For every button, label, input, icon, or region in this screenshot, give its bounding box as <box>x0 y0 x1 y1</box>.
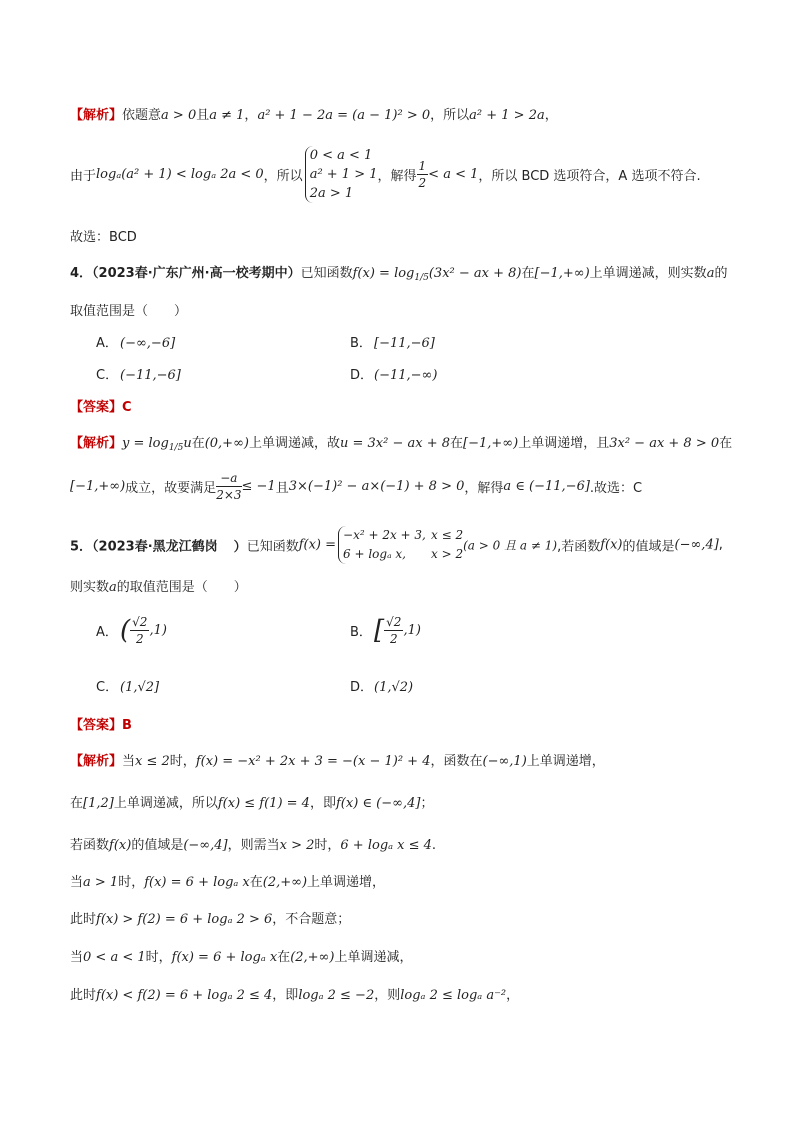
math: (−∞,4] <box>183 838 228 853</box>
text: 成立，故要满足 <box>125 481 217 496</box>
text: 上单调递增， <box>526 754 605 769</box>
text: 时， <box>118 875 145 890</box>
math: u <box>183 436 192 451</box>
math: a ∈ (−11,−6] <box>503 479 590 494</box>
text: 时， <box>314 838 341 853</box>
math: f(x) = −x² + 2x + 3 = −(x − 1)² + 4 <box>195 754 431 769</box>
text: 上单调递减， <box>334 950 413 965</box>
text: 故选：BCD <box>70 230 137 245</box>
text: 上单调递增，且 <box>518 436 610 451</box>
math: (a > 0 且 a ≠ 1) <box>463 538 558 553</box>
math: 3×(−1)² − a×(−1) + 8 > 0 <box>288 479 465 494</box>
text: , <box>718 537 723 553</box>
analysis-5-line-3 <box>70 836 436 856</box>
text: ， <box>544 108 558 123</box>
answer-5 <box>70 716 132 736</box>
text: ，不合题意； <box>272 912 351 927</box>
math: a² + 1 − 2a = (a − 1)² > 0 <box>257 108 431 123</box>
option-b: B．[ $\frac{√2}{2}$ ,1) <box>350 615 421 646</box>
text: ，所以 <box>263 169 303 184</box>
text: ，函数在 <box>430 754 483 769</box>
text: 时， <box>169 754 196 769</box>
math: 6 + logₐ x ≤ 4 <box>340 838 432 853</box>
math: (2,+∞) <box>290 950 335 965</box>
text: 若函数 <box>70 838 110 853</box>
math: y = log <box>122 436 169 451</box>
math: f(x) ∈ (−∞,4] <box>335 796 421 811</box>
fraction: $\frac{-a}{2\times 3}$ <box>216 471 242 502</box>
math: (0,+∞) <box>204 436 249 451</box>
case-row: −x² + 2x + 3, x ≤ 2 <box>343 528 464 542</box>
answer-tag: 【答案】 <box>70 400 123 415</box>
text: 上单调递增， <box>307 875 386 890</box>
analysis-tag: 【解析】 <box>70 754 123 769</box>
text: ， <box>506 988 520 1003</box>
math: f(x) = <box>298 537 337 553</box>
option-b: B． [−11,−6] <box>350 336 435 351</box>
text: . <box>431 838 437 853</box>
case-row: 6 + logₐ x, x > 2 <box>343 547 464 561</box>
question-4-line-1 <box>70 264 727 288</box>
text: 在 <box>249 875 263 890</box>
text: 上单调递减，所以 <box>113 796 218 811</box>
analysis-tag: 【解析】 <box>70 108 123 123</box>
math: a > 0 <box>161 108 197 123</box>
question-number: 4． <box>70 266 93 281</box>
question-5-line-2 <box>70 578 247 598</box>
math: [−1,+∞) <box>463 436 519 451</box>
text: 上单调递减，故 <box>248 436 340 451</box>
text: ，即 <box>309 796 336 811</box>
option-d: D．(1,√2) <box>350 680 414 695</box>
option-d: D．(−11,−∞) <box>350 368 438 383</box>
text: ， <box>244 108 258 123</box>
text: ； <box>420 796 434 811</box>
analysis-5-line-1 <box>70 752 605 772</box>
inequality-system <box>305 146 378 203</box>
math: < a < 1 <box>428 167 479 182</box>
piecewise-function <box>338 526 463 564</box>
text: ，解得 <box>464 481 504 496</box>
math: (2,+∞) <box>262 875 308 890</box>
math: f(x) <box>600 537 623 553</box>
text: 在 <box>450 436 464 451</box>
question-4-line-2 <box>70 302 187 322</box>
math: f(x) = 6 + logₐ x <box>171 950 278 965</box>
answer-4 <box>70 398 132 418</box>
text: 的值域是 <box>131 838 184 853</box>
answer-line <box>70 228 137 248</box>
math: logₐ 2 ≤ logₐ a⁻² <box>400 988 507 1003</box>
math: a <box>109 580 117 595</box>
math: logₐ 2 ≤ −2 <box>298 988 375 1003</box>
option-a: A． (−∞,−6] <box>96 336 176 351</box>
text: 此时 <box>70 988 97 1003</box>
question-source: ） <box>233 539 247 555</box>
text: 在 <box>719 436 733 451</box>
text: 且 <box>275 481 289 496</box>
text: ，则需当 <box>227 838 280 853</box>
system-row: 0 < a < 1 <box>309 148 373 163</box>
question-number: 5． <box>70 539 93 555</box>
fraction: $\frac{√2}{2}$ <box>132 615 148 646</box>
math: f(x) > f(2) = 6 + logₐ 2 > 6 <box>96 912 273 927</box>
option-c: C． (1,√2] <box>96 680 160 695</box>
analysis-4-line-1 <box>70 434 732 458</box>
log-base: 1/5 <box>414 273 429 283</box>
text: 当 <box>70 875 84 890</box>
math: x ≤ 2 <box>135 754 170 769</box>
text: 时， <box>145 950 172 965</box>
text: 的取值范围是（ ） <box>116 580 247 595</box>
text: ，所以 <box>430 108 470 123</box>
text: ，所以 BCD 选项符合，A 选项不符合. <box>478 169 701 184</box>
text: 的 <box>714 266 728 281</box>
text: 上单调递减，则实数 <box>589 266 707 281</box>
analysis-tag: 【解析】 <box>70 436 123 451</box>
system-row: a² + 1 > 1 <box>309 167 378 182</box>
math: [−1,+∞) <box>70 479 126 494</box>
text: 在 <box>277 950 291 965</box>
math: (−∞,1) <box>482 754 527 769</box>
text: 由于 <box>70 169 97 184</box>
math: a > 1 <box>83 875 119 890</box>
math: f(x) = 6 + logₐ x <box>144 875 250 890</box>
text: 已知函数 <box>300 266 353 281</box>
text: 的值域是 <box>622 539 675 555</box>
option-c: C． (−11,−6] <box>96 368 181 383</box>
math: f(x) <box>109 838 132 853</box>
text: .故选：C <box>589 481 643 496</box>
math: u = 3x² − ax + 8 <box>340 436 451 451</box>
answer-value: B <box>122 718 132 733</box>
question-source: （2023春·广东广州·高一校考期中） <box>92 266 301 281</box>
math: x > 2 <box>279 838 315 853</box>
math: f(x) = log <box>352 266 415 281</box>
text: 依题意 <box>122 108 162 123</box>
fraction: $\frac{1}{2}$ <box>418 159 427 190</box>
math: 0 < a < 1 <box>83 950 146 965</box>
system-row: 2a > 1 <box>309 186 354 201</box>
analysis-5-line-7 <box>70 986 519 1006</box>
analysis-5-line-2 <box>70 794 433 814</box>
answer-value: C <box>122 400 132 415</box>
math: f(x) ≤ f(1) = 4 <box>217 796 310 811</box>
analysis-5-line-6 <box>70 948 412 968</box>
text: 且 <box>196 108 210 123</box>
analysis-5-line-4 <box>70 873 385 893</box>
text: 取值范围是（ ） <box>70 304 188 319</box>
math: logₐ(a² + 1) < logₐ 2a < 0 <box>96 167 264 182</box>
text: ，解得 <box>377 169 417 184</box>
math: 3x² − ax + 8 > 0 <box>609 436 720 451</box>
analysis-line-2 <box>70 146 701 203</box>
math: [−1,+∞) <box>534 266 590 281</box>
text: ，即 <box>272 988 299 1003</box>
text: ，则 <box>374 988 401 1003</box>
text: 在 <box>70 796 84 811</box>
log-base: 1/5 <box>168 443 184 453</box>
fraction: $\frac{√2}{2}$ <box>386 615 402 646</box>
text: 则实数 <box>70 580 110 595</box>
text: 已知函数 <box>246 539 299 555</box>
text: 在 <box>191 436 205 451</box>
answer-tag: 【答案】 <box>70 718 123 733</box>
analysis-line-1 <box>70 106 558 126</box>
analysis-4-line-2 <box>70 470 642 503</box>
math: a <box>706 266 715 281</box>
text: ,若函数 <box>557 539 601 555</box>
text: 当 <box>122 754 136 769</box>
math: (3x² − ax + 8) <box>428 266 522 281</box>
math: a² + 1 > 2a <box>469 108 545 123</box>
question-5-line-1 <box>70 526 723 564</box>
option-a: A．( $\frac{√2}{2}$ ,1) <box>96 615 167 646</box>
analysis-5-line-5 <box>70 910 350 930</box>
math: [1,2] <box>83 796 114 811</box>
math: a ≠ 1 <box>209 108 245 123</box>
math: (−∞,4] <box>674 537 719 553</box>
text: 此时 <box>70 912 97 927</box>
math: f(x) < f(2) = 6 + logₐ 2 ≤ 4 <box>96 988 273 1003</box>
math: ≤ −1 <box>241 479 276 494</box>
text: 当 <box>70 950 84 965</box>
text: 在 <box>521 266 535 281</box>
question-source: （2023春·黑龙江鹤岗 <box>92 539 218 555</box>
